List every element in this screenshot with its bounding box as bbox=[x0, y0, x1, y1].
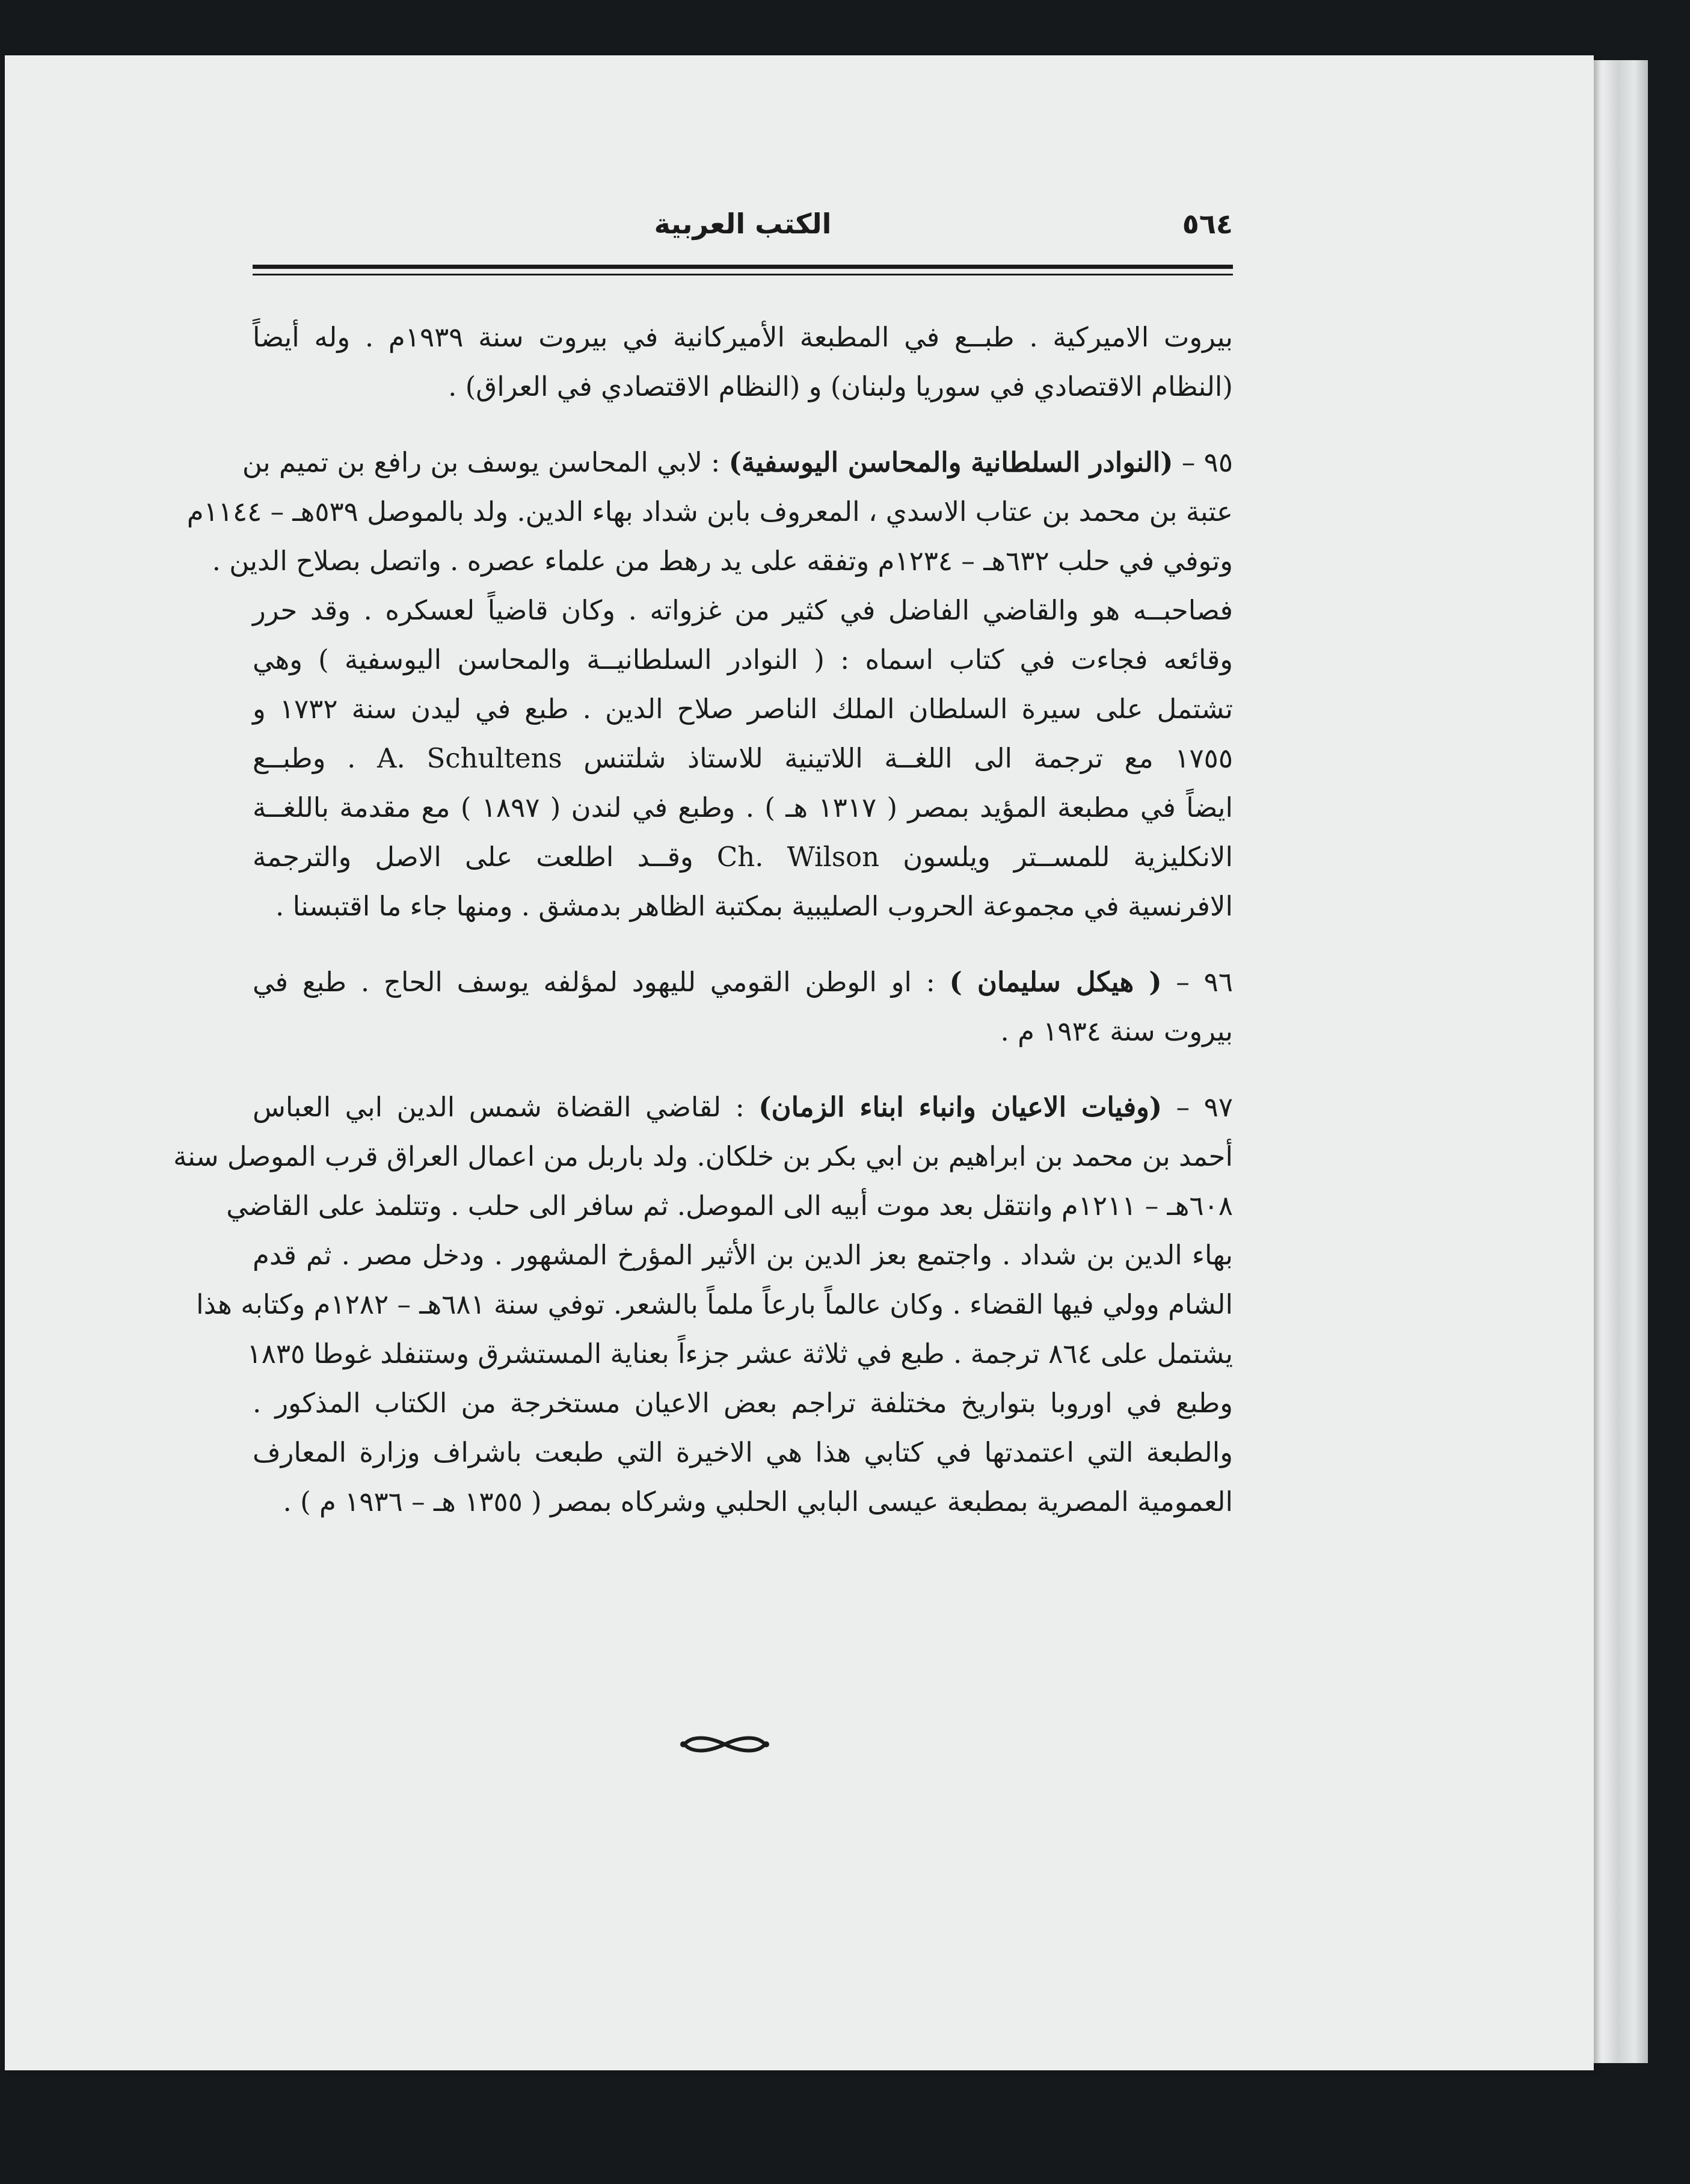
text-line: ايضاً في مطبعة المؤيد بمصر ( ١٣١٧ هـ ) . وطبع في لندن ( ١٨٩٧ ) مع مقدمة باللغــة bbox=[253, 792, 1234, 823]
entry-number: ٩٧ – bbox=[1162, 1091, 1234, 1123]
entry-heading: (النوادر السلطانية والمحاسن اليوسفية) bbox=[728, 446, 1173, 478]
text-line: ١٧٥٥ مع ترجمة الى اللغــة اللاتينية للاستاذ شلتنس A. Schultens . وطبــع bbox=[253, 742, 1234, 774]
entry-96 bbox=[253, 958, 1233, 1056]
text-line: : لابي المحاسن يوسف بن رافع بن تميم بن bbox=[242, 446, 729, 478]
text-line: تشتمل على سيرة السلطان الملك الناصر صلاح الدين . طبع في ليدن سنة ١٧٣٢ و bbox=[253, 693, 1233, 725]
text-line: الافرنسية في مجموعة الحروب الصليبية بمكتبة الظاهر بدمشق . ومنها جاء ما اقتبسنا . bbox=[275, 890, 1233, 922]
text-line: (النظام الاقتصادي في سوريا ولبنان) و (النظام الاقتصادي في العراق) . bbox=[448, 371, 1233, 402]
text-line: بيروت سنة ١٩٣٤ م . bbox=[1000, 1015, 1233, 1047]
entry-first-line bbox=[253, 1083, 1233, 1132]
text-line: والطبعة التي اعتمدتها في كتابي هذا هي الاخيرة التي طبعت باشراف وزارة المعارف bbox=[253, 1436, 1233, 1468]
text-line: الشام وولي فيها القضاء . وكان عالماً بارعاً ملماً بالشعر. توفي سنة ٦٨١هـ – ١٢٨٢م وكتابه هذا bbox=[196, 1288, 1233, 1320]
text-line: عتبة بن محمد بن عتاب الاسدي ، المعروف بابن شداد بهاء الدين. ولد بالموصل ٥٣٩هـ – ١١٤٤م bbox=[186, 496, 1233, 528]
page-number: ٥٦٤ bbox=[1182, 208, 1233, 240]
text-line: الانكليزية للمســتر ويلسون Ch. Wilson وقــد اطلعت على الاصل والترجمة bbox=[253, 841, 1234, 873]
running-title: الكتب العربية bbox=[654, 208, 832, 240]
entry-97 bbox=[173, 1083, 1234, 1527]
text-line: وقائعه فجاءت في كتاب اسماه : ( النوادر السلطانيــة والمحاسن اليوسفية ) وهي bbox=[253, 644, 1233, 675]
text-line: أحمد بن محمد بن ابراهيم بن ابي بكر بن خلكان. ولد باربل من اعمال العراق قرب الموصل سنة bbox=[173, 1140, 1233, 1172]
text-line: ٦٠٨هـ – ١٢١١م وانتقل بعد موت أبيه الى الموصل. ثم سافر الى حلب . وتتلمذ على القاضي bbox=[226, 1190, 1233, 1222]
text-line: بهاء الدين بن شداد . واجتمع بعز الدين بن الأثير المؤرخ المشهور . ودخل مصر . ثم قدم bbox=[253, 1239, 1233, 1271]
text-line: يشتمل على ٨٦٤ ترجمة . طبع في ثلاثة عشر جزءاً بعناية المستشرق وستنفلد غوطا ١٨٣٥ bbox=[247, 1338, 1233, 1370]
text-line: فصاحبــه هو والقاضي الفاضل في كثير من غزواته . وكان قاضياً لعسكره . وقد حرر bbox=[253, 594, 1233, 626]
header-rule-thick bbox=[253, 265, 1233, 269]
text-line: العمومية المصرية بمطبعة عيسى البابي الحلبي وشركاه بمصر ( ١٣٥٥ هـ – ١٩٣٦ م ) . bbox=[283, 1486, 1233, 1518]
body-text bbox=[173, 313, 1234, 1553]
entry-first-line bbox=[242, 438, 1233, 487]
entry-heading: ( هيكل سليمان ) bbox=[949, 966, 1162, 998]
page-header bbox=[253, 208, 1233, 262]
text-line: وتوفي في حلب ٦٣٢هـ – ١٢٣٤م وتفقه على يد رهط من علماء عصره . واتصل بصلاح الدين . bbox=[212, 545, 1233, 577]
text-line: : او الوطن القومي لليهود لمؤلفه يوسف الحاج . طبع في bbox=[253, 966, 950, 998]
ornament-flourish-icon bbox=[680, 1732, 770, 1756]
header-rule-thin bbox=[253, 274, 1233, 275]
entry-first-line bbox=[253, 958, 1233, 1007]
paragraph-intro bbox=[253, 313, 1233, 411]
entry-heading: (وفيات الاعيان وانباء ابناء الزمان) bbox=[758, 1091, 1163, 1123]
text-line: : لقاضي القضاة شمس الدين ابي العباس bbox=[253, 1091, 759, 1123]
entry-number: ٩٥ – bbox=[1173, 446, 1233, 478]
entry-number: ٩٦ – bbox=[1161, 966, 1233, 998]
text-line: بيروت الاميركية . طبــع في المطبعة الأميركانية في بيروت سنة ١٩٣٩م . وله أيضاً bbox=[253, 321, 1233, 353]
text-line: وطبع في اوروبا بتواريخ مختلفة تراجم بعض الاعيان مستخرجة من الكتاب المذكور . bbox=[253, 1387, 1233, 1419]
entry-95 bbox=[186, 438, 1234, 931]
